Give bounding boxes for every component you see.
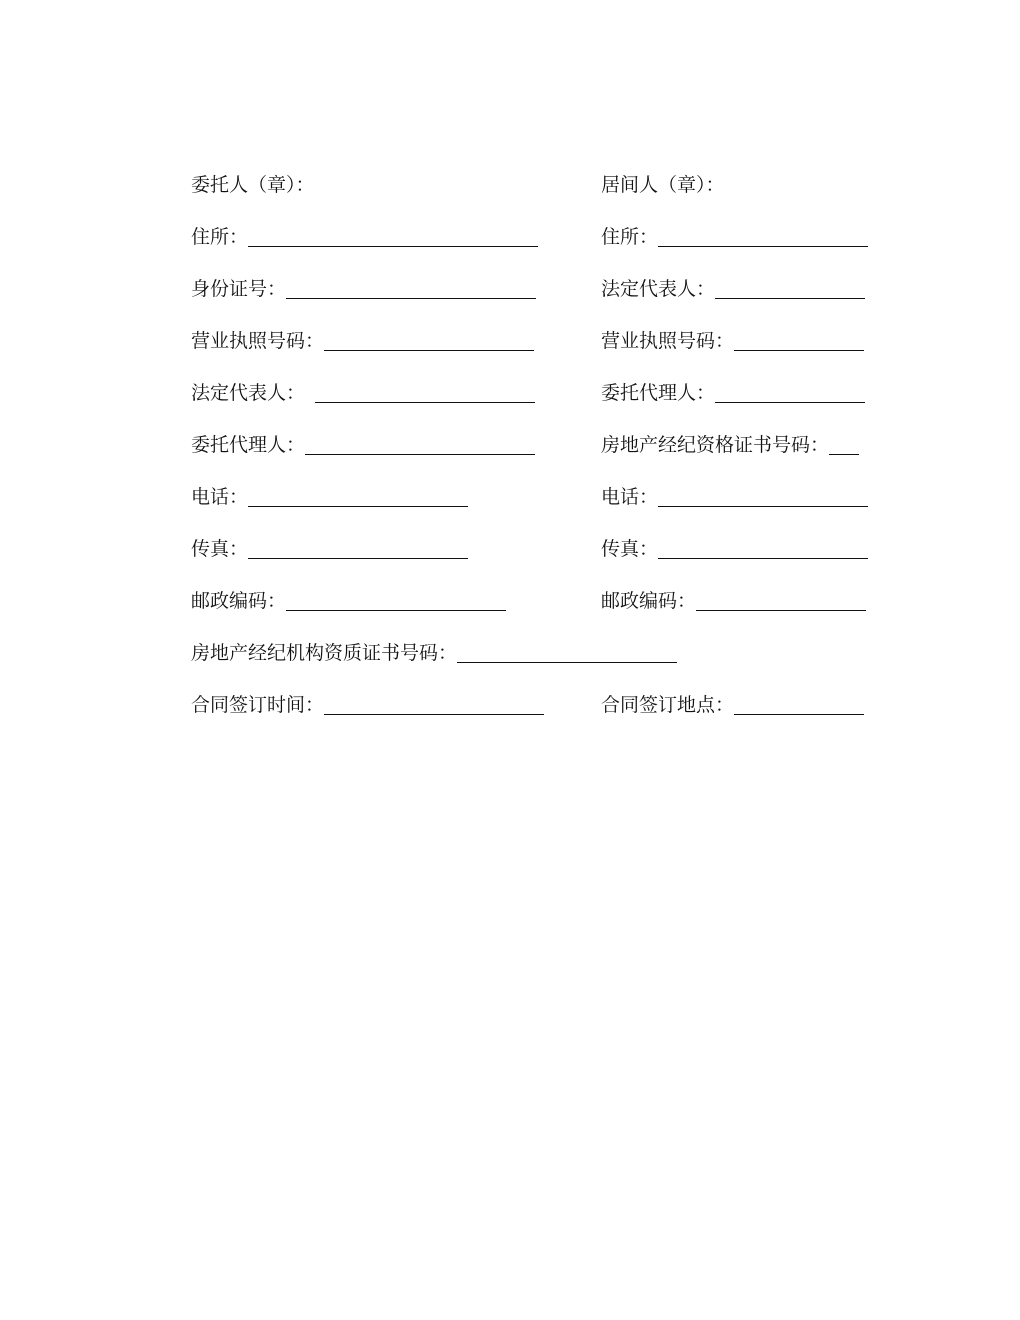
principal-phone-blank[interactable] bbox=[248, 488, 468, 507]
principal-fax-field bbox=[191, 536, 468, 562]
broker-postcode-blank[interactable] bbox=[696, 592, 866, 611]
signing-date-field bbox=[191, 692, 544, 718]
broker-legal-rep-field bbox=[601, 276, 865, 302]
principal-agent-field bbox=[191, 432, 535, 458]
principal-id-field bbox=[191, 276, 536, 302]
principal-fax-label: 传真： bbox=[191, 538, 249, 560]
broker-phone-label: 电话： bbox=[601, 486, 659, 508]
signing-place-label: 合同签订地点： bbox=[601, 694, 735, 716]
principal-id-label: 身份证号： bbox=[191, 278, 287, 300]
principal-phone-label: 电话： bbox=[191, 486, 249, 508]
principal-agent-label: 委托代理人： bbox=[191, 434, 306, 456]
signing-date-blank[interactable] bbox=[324, 696, 544, 715]
broker-address-label: 住所： bbox=[601, 226, 659, 248]
principal-license-label: 营业执照号码： bbox=[191, 330, 325, 352]
broker-license-blank[interactable] bbox=[734, 332, 864, 351]
broker-seal-label: 居间人（章）： bbox=[601, 174, 725, 196]
principal-license-field bbox=[191, 328, 534, 354]
broker-postcode-label: 邮政编码： bbox=[601, 590, 697, 612]
broker-agent-field bbox=[601, 380, 865, 406]
broker-cert-blank[interactable] bbox=[829, 436, 859, 455]
broker-fax-label: 传真： bbox=[601, 538, 659, 560]
principal-legal-rep-blank[interactable] bbox=[315, 384, 535, 403]
principal-seal-label: 委托人（章）： bbox=[191, 174, 315, 196]
principal-postcode-label: 邮政编码： bbox=[191, 590, 287, 612]
broker-address-field bbox=[601, 224, 868, 250]
principal-postcode-field bbox=[191, 588, 506, 614]
broker-postcode-field bbox=[601, 588, 866, 614]
broker-fax-blank[interactable] bbox=[658, 540, 868, 559]
signing-place-blank[interactable] bbox=[734, 696, 864, 715]
signing-place-field bbox=[601, 692, 864, 718]
broker-agent-label: 委托代理人： bbox=[601, 382, 716, 404]
agency-qualification-label: 房地产经纪机构资质证书号码： bbox=[191, 642, 458, 664]
agency-qualification-blank[interactable] bbox=[457, 644, 677, 663]
broker-cert-label: 房地产经纪资格证书号码： bbox=[601, 434, 830, 456]
principal-phone-field bbox=[191, 484, 468, 510]
agency-qualification-field bbox=[191, 640, 677, 666]
signing-date-label: 合同签订时间： bbox=[191, 694, 325, 716]
broker-license-label: 营业执照号码： bbox=[601, 330, 735, 352]
broker-seal-field bbox=[601, 172, 725, 198]
principal-license-blank[interactable] bbox=[324, 332, 534, 351]
principal-address-blank[interactable] bbox=[248, 228, 538, 247]
broker-legal-rep-label: 法定代表人： bbox=[601, 278, 716, 300]
broker-license-field bbox=[601, 328, 864, 354]
broker-address-blank[interactable] bbox=[658, 228, 868, 247]
broker-phone-field bbox=[601, 484, 868, 510]
principal-address-label: 住所： bbox=[191, 226, 249, 248]
broker-phone-blank[interactable] bbox=[658, 488, 868, 507]
broker-agent-blank[interactable] bbox=[715, 384, 865, 403]
broker-legal-rep-blank[interactable] bbox=[715, 280, 865, 299]
broker-fax-field bbox=[601, 536, 868, 562]
principal-postcode-blank[interactable] bbox=[286, 592, 506, 611]
principal-legal-rep-field bbox=[191, 380, 535, 406]
principal-agent-blank[interactable] bbox=[305, 436, 535, 455]
broker-cert-field bbox=[601, 432, 859, 458]
principal-seal-field bbox=[191, 172, 315, 198]
principal-fax-blank[interactable] bbox=[248, 540, 468, 559]
principal-id-blank[interactable] bbox=[286, 280, 536, 299]
principal-legal-rep-label: 法定代表人： bbox=[191, 382, 306, 404]
principal-address-field bbox=[191, 224, 538, 250]
